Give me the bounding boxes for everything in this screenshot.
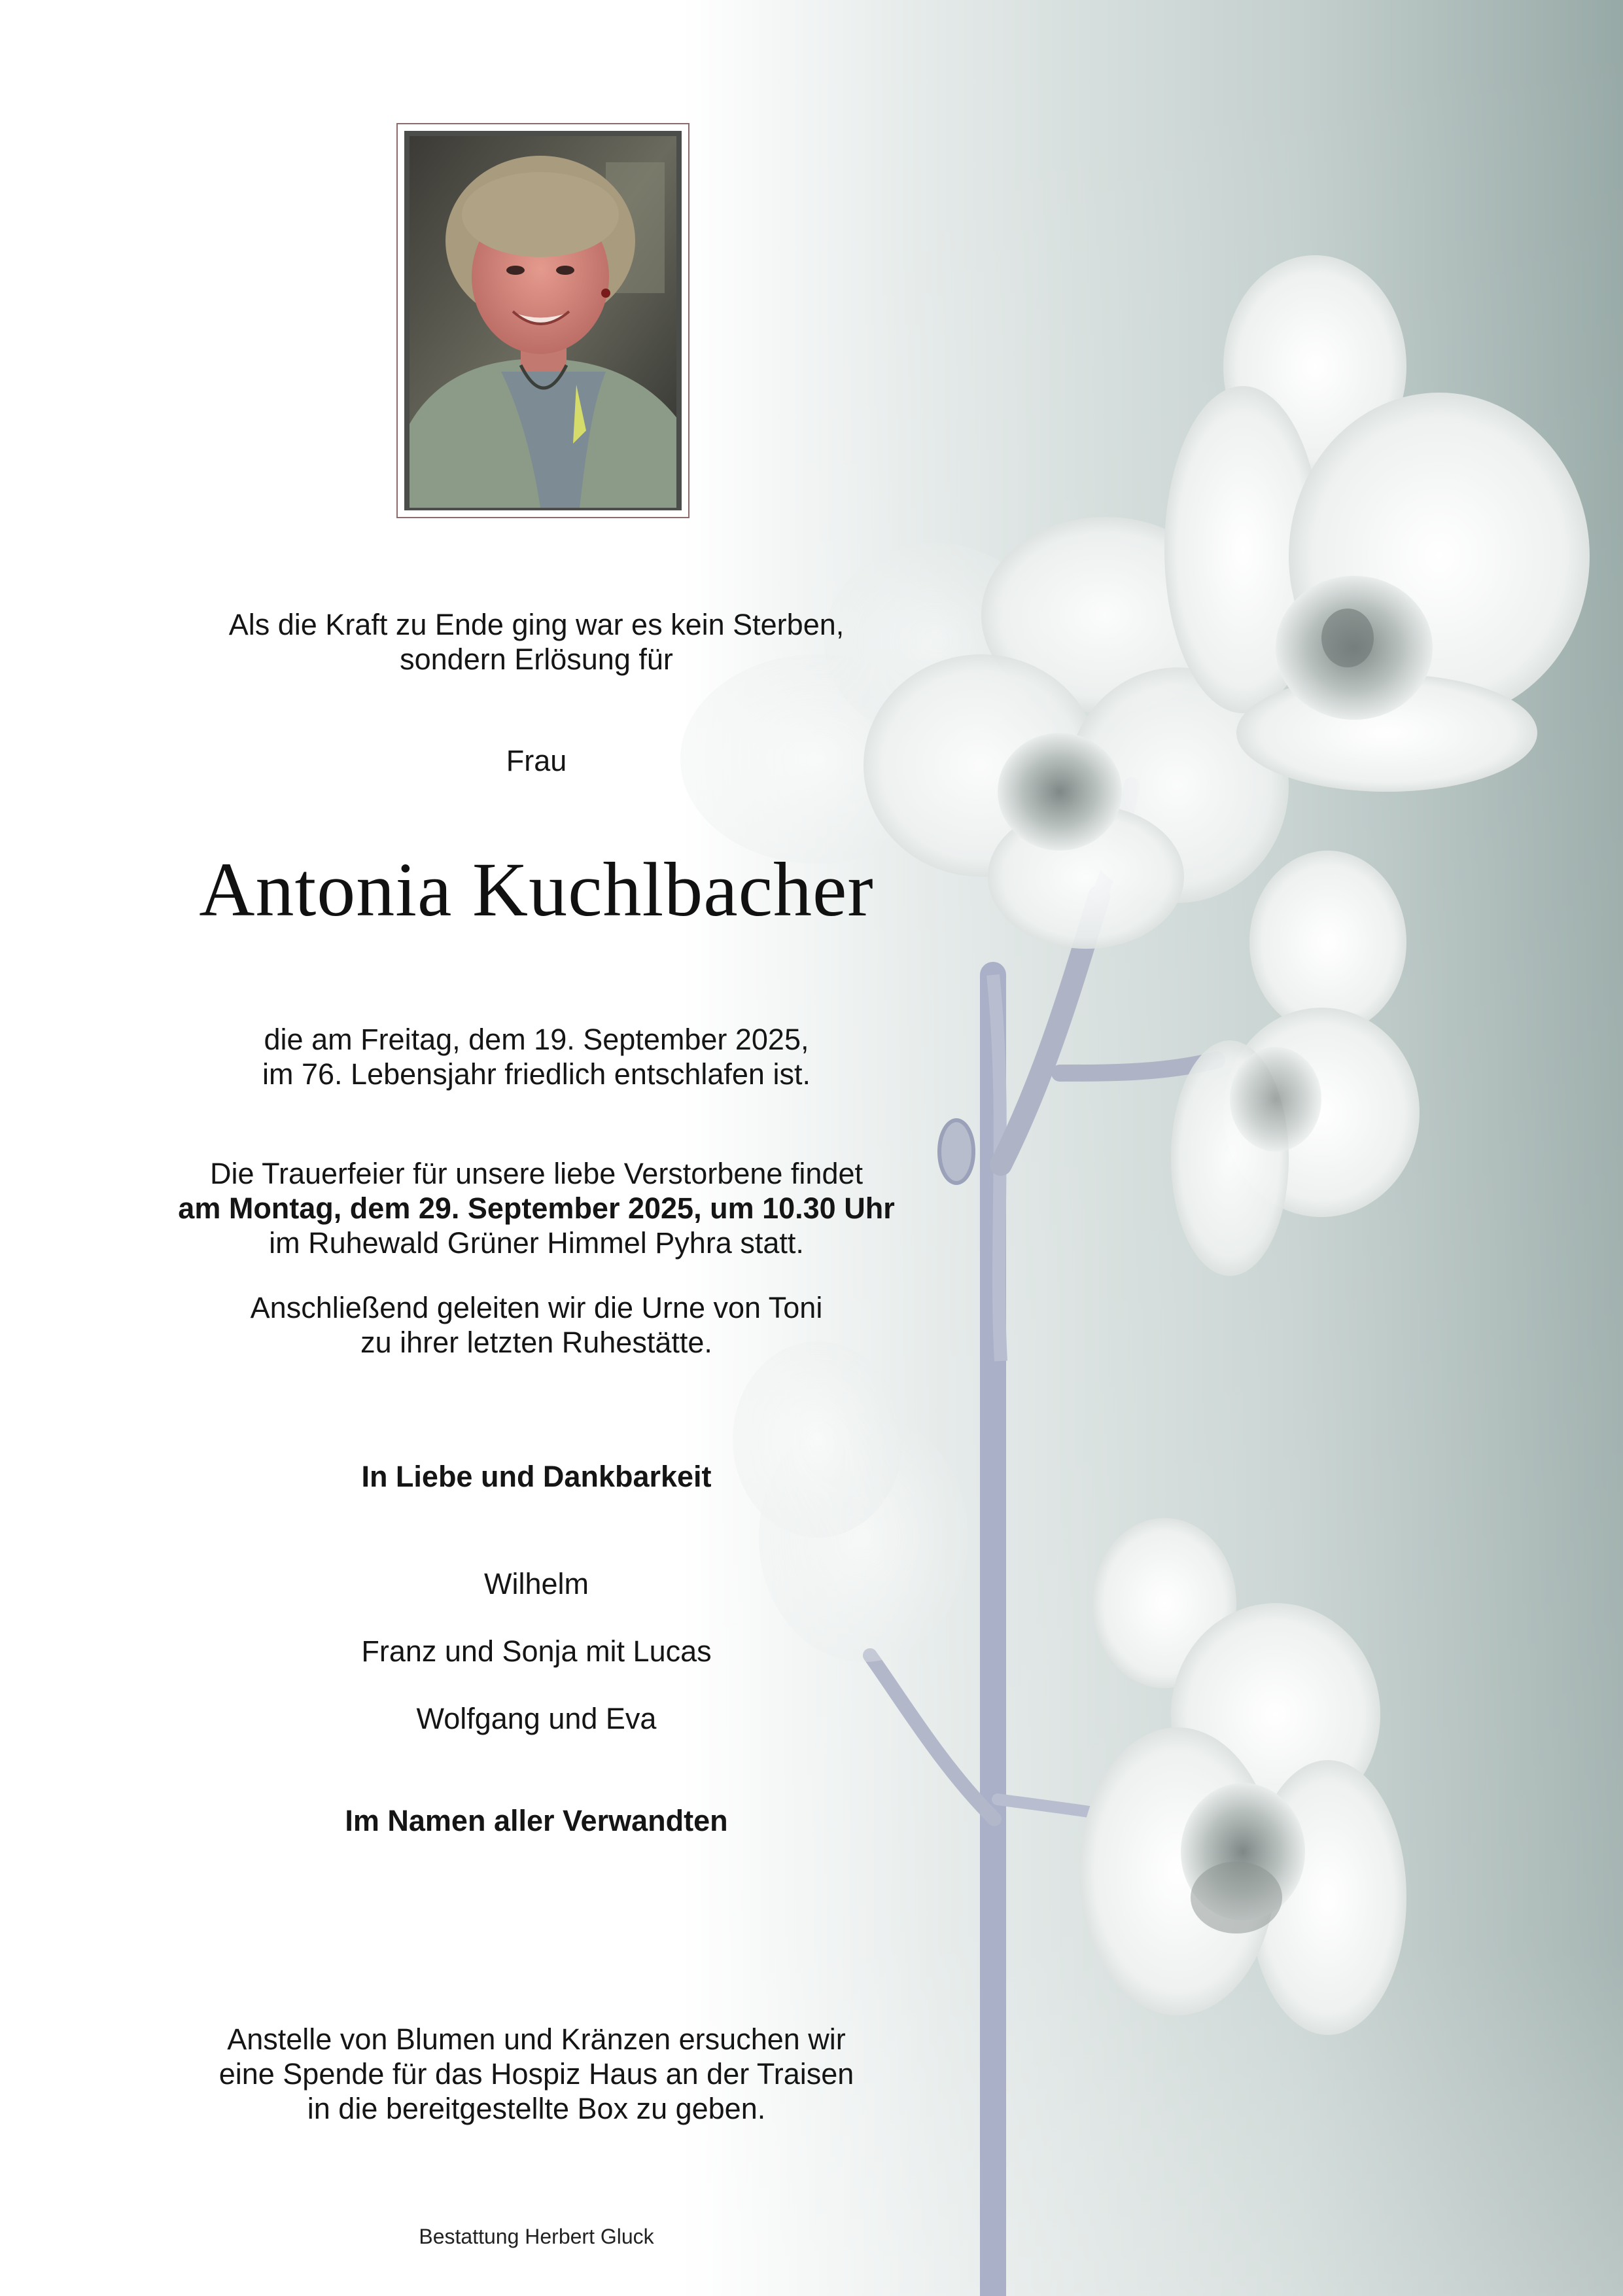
donation-line-1: Anstelle von Blumen und Kränzen ersuchen wir xyxy=(227,2022,846,2056)
urn-line-2: zu ihrer letzten Ruhestätte. xyxy=(360,1326,712,1359)
ceremony-line-1: Die Trauerfeier für unsere liebe Verstorbene findet xyxy=(209,1157,864,1190)
ceremony-date-time: am Montag, dem 29. September 2025, um 10.30 Uhr xyxy=(178,1192,895,1225)
mourner-2: Franz und Sonja mit Lucas xyxy=(361,1634,712,1668)
portrait-image xyxy=(410,136,676,508)
mourner-1: Wilhelm xyxy=(483,1567,589,1600)
closing-phrase: In Liebe und Dankbarkeit xyxy=(361,1460,712,1493)
ceremony-line-3: im Ruhewald Grüner Himmel Pyhra statt. xyxy=(269,1226,804,1260)
death-info-line-1: die am Freitag, dem 19. September 2025, xyxy=(264,1023,809,1056)
funeral-home: Bestattung Herbert Gluck xyxy=(419,2225,654,2248)
donation-line-2: eine Spende für das Hospiz Haus an der Traisen xyxy=(218,2057,854,2091)
portrait-photo xyxy=(404,131,682,510)
urn-line-1: Anschließend geleiten wir die Urne von Toni xyxy=(250,1291,823,1324)
deceased-name: Antonia Kuchlbacher xyxy=(199,847,874,932)
salutation: Frau xyxy=(506,744,567,777)
death-info-line-2: im 76. Lebensjahr friedlich entschlafen ist. xyxy=(262,1057,811,1091)
donation-line-3: in die bereitgestellte Box zu geben. xyxy=(307,2092,766,2125)
relatives-line: Im Namen aller Verwandten xyxy=(345,1804,728,1837)
verse-line-1: Als die Kraft zu Ende ging war es kein Sterben, xyxy=(228,608,845,641)
portrait-frame xyxy=(396,123,689,518)
mourner-3: Wolfgang und Eva xyxy=(416,1702,657,1735)
verse-line-2: sondern Erlösung für xyxy=(400,643,673,676)
